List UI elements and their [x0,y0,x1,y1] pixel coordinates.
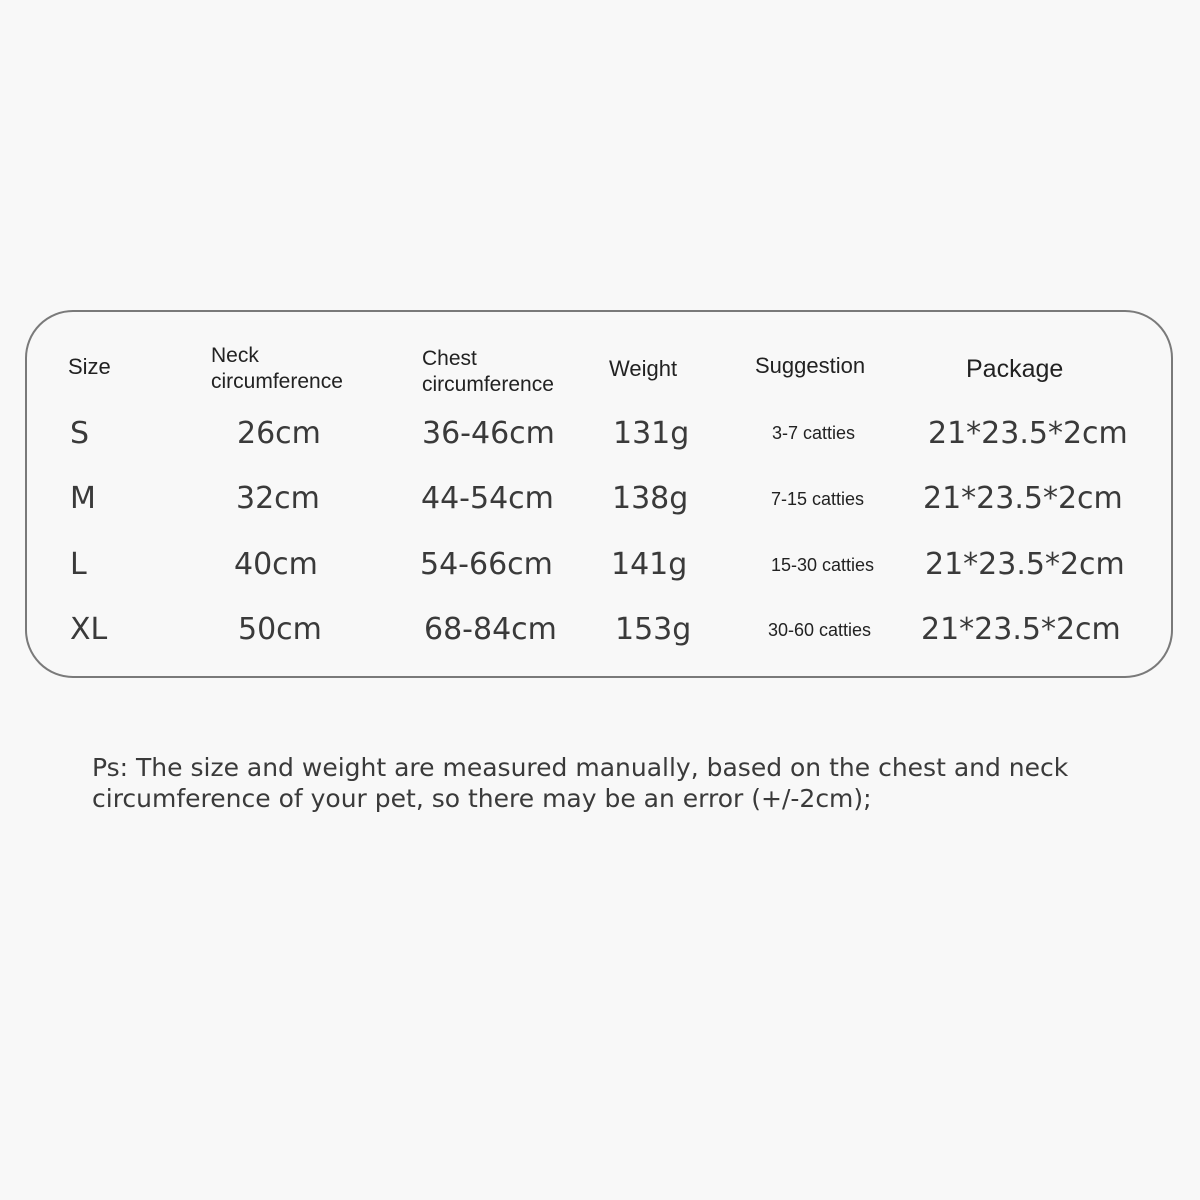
header-neck: Neck circumference [211,344,343,393]
row-chest: 54-66cm [420,547,553,582]
row-package: 21*23.5*2cm [921,612,1121,647]
row-neck: 50cm [238,612,322,647]
row-neck: 40cm [234,547,318,582]
row-weight: 153g [615,612,692,647]
row-weight: 131g [613,416,690,451]
row-chest: 36-46cm [422,416,555,451]
row-size: S [70,416,90,451]
row-chest: 68-84cm [424,612,557,647]
row-size: XL [70,612,108,647]
header-suggestion: Suggestion [755,353,866,378]
header-chest: Chest circumference [422,347,554,396]
row-chest: 44-54cm [421,481,554,516]
row-size: M [70,481,96,516]
row-package: 21*23.5*2cm [923,481,1123,516]
row-weight: 138g [612,481,689,516]
row-size: L [70,547,87,582]
header-size: Size [68,354,111,379]
row-neck: 32cm [236,481,320,516]
row-suggestion: 3-7 catties [772,423,856,443]
header-package: Package [966,355,1064,383]
note-line-1: Ps: The size and weight are measured manually, based on the chest and neck [92,753,1069,782]
row-package: 21*23.5*2cm [928,416,1128,451]
row-suggestion: 7-15 catties [771,489,865,509]
row-suggestion: 30-60 catties [768,620,872,640]
header-weight: Weight [609,356,678,381]
note-line-2: circumference of your pet, so there may be an error (+/-2cm); [92,784,872,813]
row-package: 21*23.5*2cm [925,547,1125,582]
row-weight: 141g [611,547,688,582]
measurement-note [92,752,1092,814]
row-neck: 26cm [237,416,321,451]
row-suggestion: 15-30 catties [771,555,875,575]
